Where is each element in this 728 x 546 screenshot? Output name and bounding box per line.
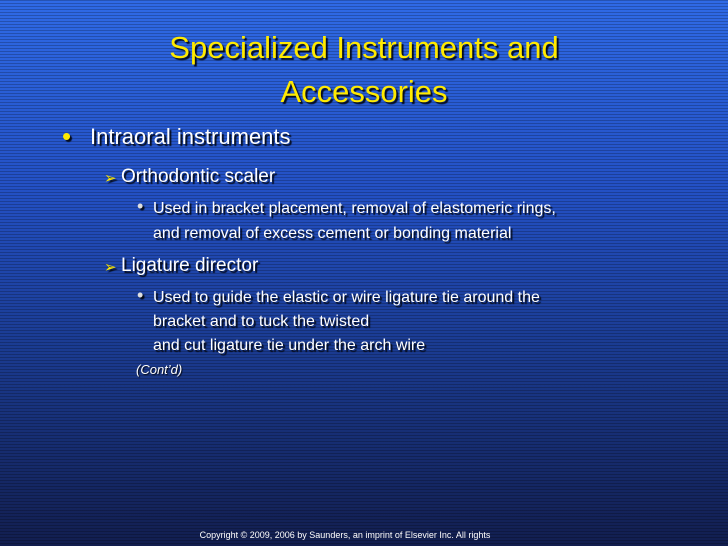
item2-description-line-1: Used to guide the elastic or wire ligature tie around the <box>153 289 540 306</box>
small-bullet-icon: • <box>137 285 144 305</box>
slide-title-line-1: Specialized Instruments and <box>169 30 559 65</box>
small-bullet-icon: • <box>137 196 144 216</box>
slide-title <box>0 26 728 114</box>
arrow-bullet-icon: ➢ <box>104 170 117 187</box>
item2-description-line-2: bracket and to tuck the twisted <box>153 313 370 330</box>
item-ligature-director: Ligature director <box>121 255 259 276</box>
item2-description-line-3: and cut ligature tie under the arch wire <box>153 337 426 354</box>
copyright-footer: Copyright © 2009, 2006 by Saunders, an imprint of Elsevier Inc. All rights <box>199 530 491 540</box>
item1-description-line-2: and removal of excess cement or bonding material <box>153 225 512 242</box>
level1-bullet-text: Intraoral instruments <box>90 124 291 149</box>
slide-title-line-2: Accessories <box>280 74 448 109</box>
item-orthodontic-scaler: Orthodontic scaler <box>121 166 276 187</box>
item1-description-line-1: Used in bracket placement, removal of elastomeric rings, <box>153 200 556 217</box>
bullet-dot-icon: • <box>62 121 72 151</box>
arrow-bullet-icon: ➢ <box>104 259 117 276</box>
continued-label: (Cont’d) <box>136 362 183 377</box>
